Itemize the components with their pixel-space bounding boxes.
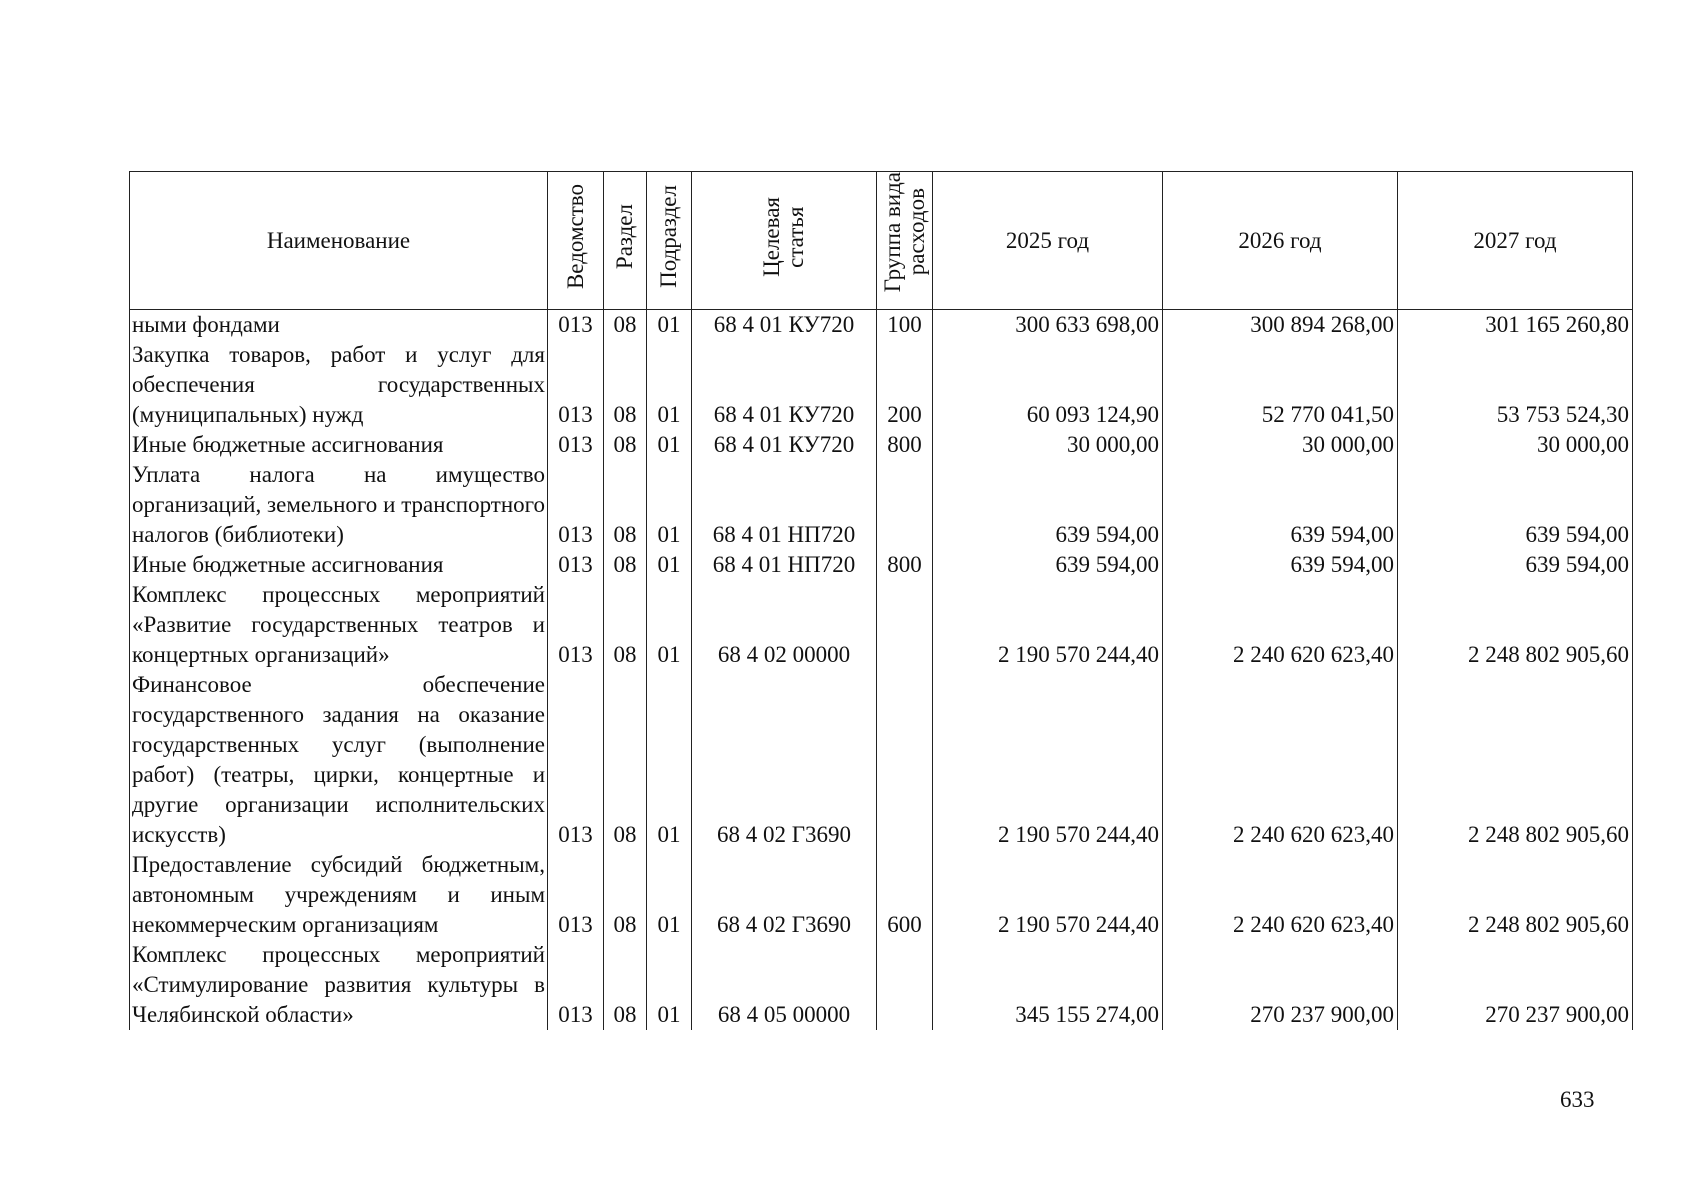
header-group-line2: расходов [903,188,929,276]
cell-group [877,460,933,550]
cell-2026: 2 240 620 623,40 [1163,580,1398,670]
header-group-line1: Группа вида [879,172,905,293]
cell-section: 08 [604,340,647,430]
table-body [130,310,1633,1031]
cell-2026: 2 240 620 623,40 [1163,670,1398,850]
header-year-2025: 2025 год [933,172,1163,310]
cell-section: 08 [604,310,647,341]
cell-2025: 639 594,00 [933,550,1163,580]
cell-2025: 60 093 124,90 [933,340,1163,430]
table-row [130,340,1633,430]
cell-subsection: 01 [647,850,692,940]
header-year-2027: 2027 год [1398,172,1633,310]
cell-ministry: 013 [548,340,604,430]
cell-2025: 300 633 698,00 [933,310,1163,341]
cell-ministry: 013 [548,550,604,580]
cell-group: 100 [877,310,933,341]
header-name: Наименование [130,172,548,310]
header-section [604,172,647,310]
cell-subsection: 01 [647,310,692,341]
table-row [130,460,1633,550]
cell-ministry: 013 [548,580,604,670]
cell-2027: 2 248 802 905,60 [1398,580,1633,670]
cell-name: Закупка товаров, работ и услуг для обеспечения государственных (муниципальных) нужд [130,340,548,430]
cell-subsection: 01 [647,580,692,670]
cell-target: 68 4 01 НП720 [692,550,877,580]
cell-subsection: 01 [647,430,692,460]
header-target-line1: Целевая [759,196,784,277]
cell-target: 68 4 02 00000 [692,580,877,670]
cell-ministry: 013 [548,940,604,1030]
cell-section: 08 [604,430,647,460]
cell-group: 800 [877,430,933,460]
cell-2027: 270 237 900,00 [1398,940,1633,1030]
cell-2026: 30 000,00 [1163,430,1398,460]
cell-section: 08 [604,670,647,850]
header-section-label: Раздел [612,203,637,270]
cell-2026: 639 594,00 [1163,460,1398,550]
cell-name: Финансовое обеспечение государственного задания на оказание государственных услуг (выполнение работ) (театры, цирки, концертные и другие организации исполнительских искусств) [130,670,548,850]
cell-section: 08 [604,460,647,550]
cell-2027: 639 594,00 [1398,550,1633,580]
cell-group: 800 [877,550,933,580]
cell-name: Предоставление субсидий бюджетным, автономным учреждениям и иным некоммерческим организациям [130,850,548,940]
cell-ministry: 013 [548,670,604,850]
cell-ministry: 013 [548,430,604,460]
table-row [130,850,1633,940]
table-header-row [130,172,1633,310]
cell-2026: 52 770 041,50 [1163,340,1398,430]
header-ministry-label: Ведомство [562,183,588,290]
cell-subsection: 01 [647,670,692,850]
table-row [130,310,1633,341]
cell-section: 08 [604,580,647,670]
table-row [130,430,1633,460]
header-subsection-label: Подраздел [656,185,681,288]
cell-target: 68 4 02 Г3690 [692,850,877,940]
header-target [692,172,877,310]
cell-name: Уплата налога на имущество организаций, земельного и транспортного налогов (библиотеки) [130,460,548,550]
table-row [130,670,1633,850]
cell-name: ными фондами [130,310,548,341]
cell-group: 200 [877,340,933,430]
cell-2027: 2 248 802 905,60 [1398,850,1633,940]
header-year-2026: 2026 год [1163,172,1398,310]
cell-target: 68 4 01 КУ720 [692,430,877,460]
cell-2025: 2 190 570 244,40 [933,670,1163,850]
cell-target: 68 4 01 НП720 [692,460,877,550]
cell-subsection: 01 [647,460,692,550]
cell-target: 68 4 02 Г3690 [692,670,877,850]
cell-2025: 30 000,00 [933,430,1163,460]
cell-ministry: 013 [548,310,604,341]
cell-name: Иные бюджетные ассигнования [130,430,548,460]
cell-target: 68 4 01 КУ720 [692,340,877,430]
page-number: 633 [1560,1087,1595,1112]
cell-group [877,940,933,1030]
cell-2025: 345 155 274,00 [933,940,1163,1030]
cell-target: 68 4 01 КУ720 [692,310,877,341]
cell-subsection: 01 [647,940,692,1030]
cell-2025: 2 190 570 244,40 [933,850,1163,940]
cell-2026: 639 594,00 [1163,550,1398,580]
cell-ministry: 013 [548,850,604,940]
cell-2027: 53 753 524,30 [1398,340,1633,430]
cell-ministry: 013 [548,460,604,550]
cell-subsection: 01 [647,340,692,430]
table-row [130,580,1633,670]
cell-subsection: 01 [647,550,692,580]
cell-2027: 30 000,00 [1398,430,1633,460]
cell-group [877,670,933,850]
table-row [130,550,1633,580]
cell-2027: 2 248 802 905,60 [1398,670,1633,850]
header-group-label [881,172,929,292]
cell-2027: 639 594,00 [1398,460,1633,550]
cell-group: 600 [877,850,933,940]
cell-target: 68 4 05 00000 [692,940,877,1030]
header-target-line2: статья [783,205,808,268]
cell-section: 08 [604,550,647,580]
cell-2025: 2 190 570 244,40 [933,580,1163,670]
budget-table [129,171,1633,1030]
cell-section: 08 [604,850,647,940]
header-target-label [760,197,808,277]
header-group [877,172,933,310]
cell-2027: 301 165 260,80 [1398,310,1633,341]
cell-name: Иные бюджетные ассигнования [130,550,548,580]
header-subsection [647,172,692,310]
cell-2025: 639 594,00 [933,460,1163,550]
cell-name: Комплекс процессных мероприятий «Развитие государственных театров и концертных организаций» [130,580,548,670]
cell-2026: 270 237 900,00 [1163,940,1398,1030]
cell-2026: 2 240 620 623,40 [1163,850,1398,940]
cell-section: 08 [604,940,647,1030]
cell-2026: 300 894 268,00 [1163,310,1398,341]
cell-group [877,580,933,670]
table-row [130,940,1633,1030]
cell-name: Комплекс процессных мероприятий «Стимулирование развития культуры в Челябинской области» [130,940,548,1030]
header-ministry [548,172,604,310]
